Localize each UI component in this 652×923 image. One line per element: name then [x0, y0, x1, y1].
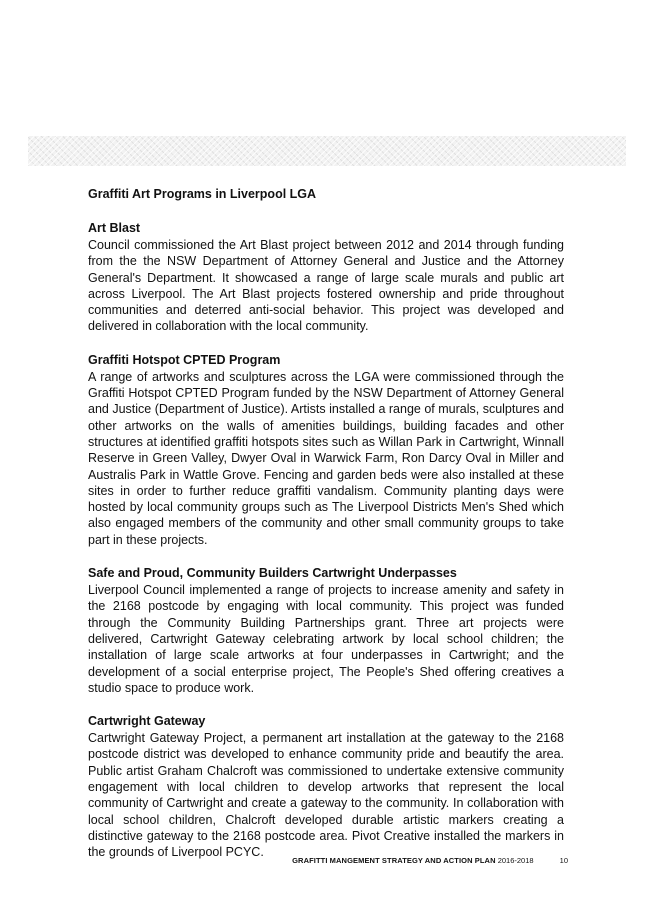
- section-body: Cartwright Gateway Project, a permanent art installation at the gateway to the 2168 postcode district was developed to enhance community pride and beautify the area. Public artist Graham Chalcroft was commissioned to undertake extensive community engagement with local children to develop artworks that represent the local community of Cartwright and create a gateway to the community. In collaboration with local school children, Chalcroft developed durable artistic markers creating a distinctive gateway to the 2168 postcode area. Pivot Creative installed the markers in the grounds of Liverpool PCYC.: [88, 731, 564, 860]
- header-banner: [28, 136, 626, 166]
- document-content: [88, 186, 564, 878]
- page-footer: [292, 856, 568, 866]
- section-cartwright-gateway: [88, 713, 564, 860]
- section-body: Council commissioned the Art Blast project between 2012 and 2014 through funding from the the NSW Department of Attorney General and Justice and the Attorney General's Department. It showcased a range of large scale murals and public art across Liverpool. The Art Blast projects fostered ownership and pride throughout communities and deterred anti-social behavior. This project was developed and delivered in collaboration with the local community.: [88, 238, 564, 334]
- section-heading: Art Blast: [88, 221, 141, 235]
- section-heading: Cartwright Gateway: [88, 714, 206, 729]
- section-heading: Safe and Proud, Community Builders Cartwright Underpasses: [88, 566, 457, 581]
- footer-title: GRAFITTI MANGEMENT STRATEGY AND ACTION PLAN: [292, 856, 496, 865]
- section-body: A range of artworks and sculptures across the LGA were commissioned through the Graffiti Hotspot CPTED Program funded by the NSW Department of Attorney General and Justice (Department of Justice). Artists installed a range of murals, sculptures and other artworks on the walls of amenities buildings, building facades and other structures at identified graffiti hotspots sites such as Willan Park in Cartwright, Winnall Reserve in Green Valley, Dwyer Oval in Warwick Farm, Ron Darcy Oval in Miller and Australis Park in Wattle Grove. Fencing and garden beds were also installed at these sites in order to further reduce graffiti vandalism. Community planting days were hosted by local community groups such as The Liverpool Districts Men's Shed which also engaged members of the community and other small community groups to take part in these projects.: [88, 369, 564, 547]
- page-number: 10: [559, 856, 568, 865]
- section-art-blast: [88, 220, 564, 335]
- section-safe-and-proud: [88, 565, 564, 696]
- page-title: Graffiti Art Programs in Liverpool LGA: [88, 187, 317, 201]
- section-heading: Graffiti Hotspot CPTED Program: [88, 352, 281, 367]
- section-graffiti-hotspot-cpted: [88, 352, 564, 548]
- footer-years: 2016-2018: [497, 856, 534, 865]
- section-body: Liverpool Council implemented a range of projects to increase amenity and safety in the 2168 postcode by engaging with local community. This project was funded through the Community Building Partnerships grant. Three art projects were delivered, Cartwright Gateway celebrating artwork by local school children; the installation of large scale artworks at four underpasses in Cartwright; and the development of a social enterprise project, The People's Shed offering creatives a studio space to produce work.: [88, 583, 564, 695]
